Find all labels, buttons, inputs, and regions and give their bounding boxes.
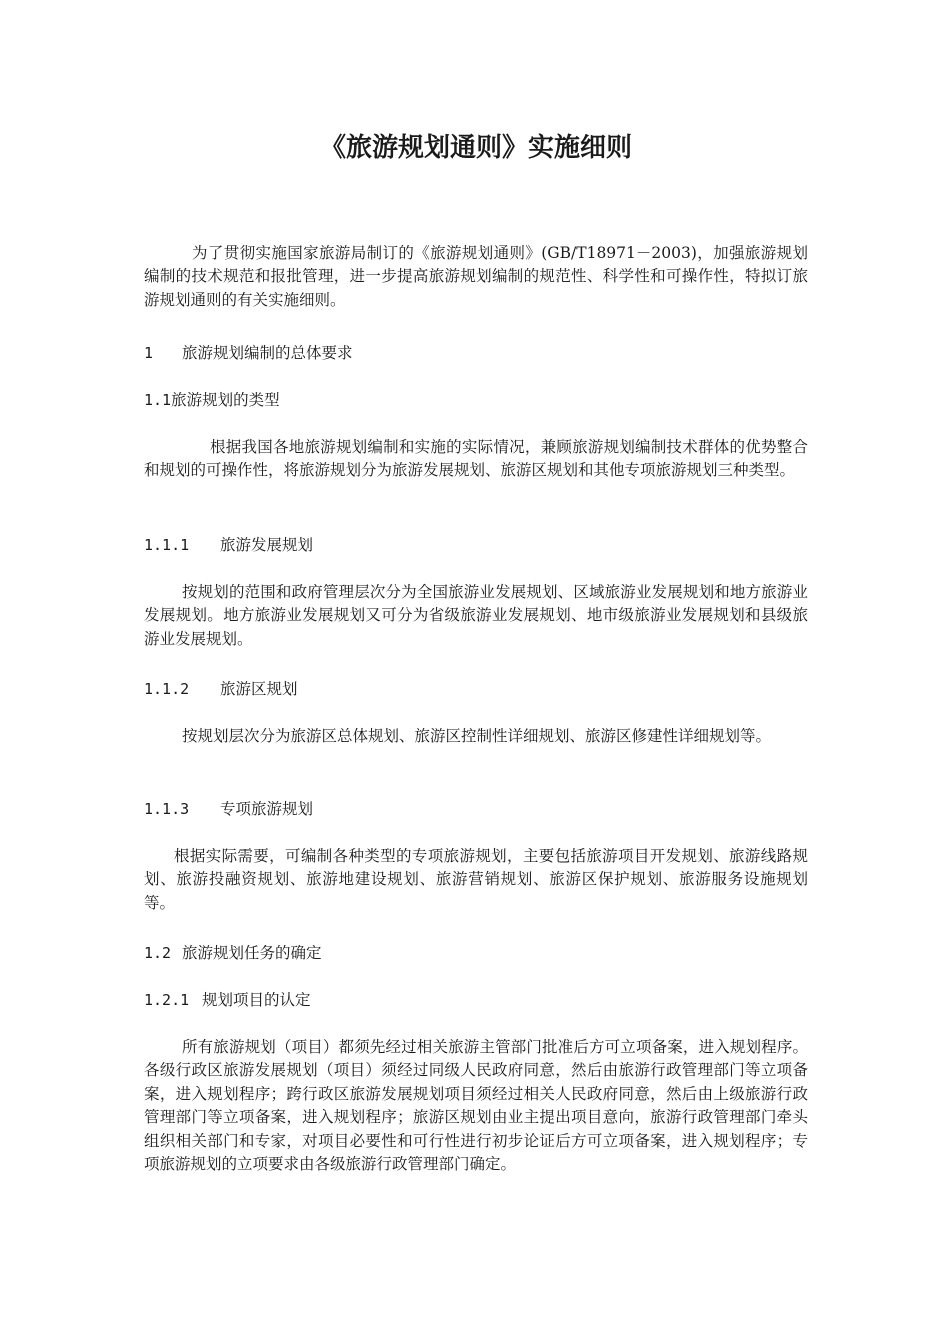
section-label: 旅游发展规划 xyxy=(220,536,314,554)
section-number: 1.2.1 xyxy=(144,991,190,1009)
section-1-1-3-heading xyxy=(144,798,313,821)
section-number: 1.2 xyxy=(144,944,172,962)
section-1-heading xyxy=(144,342,353,365)
intro-paragraph: 为了贯彻实施国家旅游局制订的《旅游规划通则》(GB/T18971－2003)，加强旅游规划编制的技术规范和报批管理，进一步提高旅游规划编制的规范性、科学性和可操作性，特拟订旅游规划通则的有关实施细则。 xyxy=(144,244,808,309)
section-1-1-1-heading xyxy=(144,534,313,557)
paragraph-1-1-3: 根据实际需要，可编制各种类型的专项旅游规划，主要包括旅游项目开发规划、旅游线路规划、旅游投融资规划、旅游地建设规划、旅游营销规划、旅游区保护规划、旅游服务设施规划等。 xyxy=(144,847,808,912)
section-1-2-1-heading xyxy=(144,989,311,1012)
section-label: 旅游规划任务的确定 xyxy=(182,944,322,962)
section-number: 1 xyxy=(144,344,154,362)
section-label: 旅游区规划 xyxy=(220,680,298,698)
section-1-2-heading xyxy=(144,942,322,965)
section-label: 旅游规划编制的总体要求 xyxy=(182,344,353,362)
section-number: 1.1.2 xyxy=(144,680,190,698)
paragraph-1-1-2: 按规划层次分为旅游区总体规划、旅游区控制性详细规划、旅游区修建性详细规划等。 xyxy=(182,727,772,745)
section-label: 专项旅游规划 xyxy=(220,800,314,818)
section-1-1-heading xyxy=(144,389,280,412)
section-number: 1.1 xyxy=(144,391,172,409)
paragraph-1-1: 根据我国各地旅游规划编制和实施的实际情况，兼顾旅游规划编制技术群体的优势整合和规划的可操作性，将旅游规划分为旅游发展规划、旅游区规划和其他专项旅游规划三种类型。 xyxy=(144,438,808,480)
section-1-1-2-heading xyxy=(144,678,298,701)
paragraph-1-1-1: 按规划的范围和政府管理层次分为全国旅游业发展规划、区域旅游业发展规划和地方旅游业发展规划。地方旅游业发展规划又可分为省级旅游业发展规划、地市级旅游业发展规划和县级旅游业发展规划。 xyxy=(144,583,808,648)
section-label: 规划项目的认定 xyxy=(202,991,311,1009)
section-label: 旅游规划的类型 xyxy=(171,391,280,409)
paragraph-1-2-1: 所有旅游规划（项目）都须先经过相关旅游主管部门批准后方可立项备案，进入规划程序。各级行政区旅游发展规划（项目）须经过同级人民政府同意，然后由旅游行政管理部门等立项备案，进入规划程序；跨行政区旅游发展规划项目须经过相关人民政府同意，然后由上级旅游行政管理部门等立项备案，进入规划程序；旅游区规划由业主提出项目意向，旅游行政管理部门牵头组织相关部门和专家，对项目必要性和可行性进行初步论证后方可立项备案，进入规划程序；专项旅游规划的立项要求由各级旅游行政管理部门确定。 xyxy=(144,1038,808,1174)
section-number: 1.1.3 xyxy=(144,800,190,818)
section-number: 1.1.1 xyxy=(144,536,190,554)
document-title: 《旅游规划通则》实施细则 xyxy=(319,133,632,163)
